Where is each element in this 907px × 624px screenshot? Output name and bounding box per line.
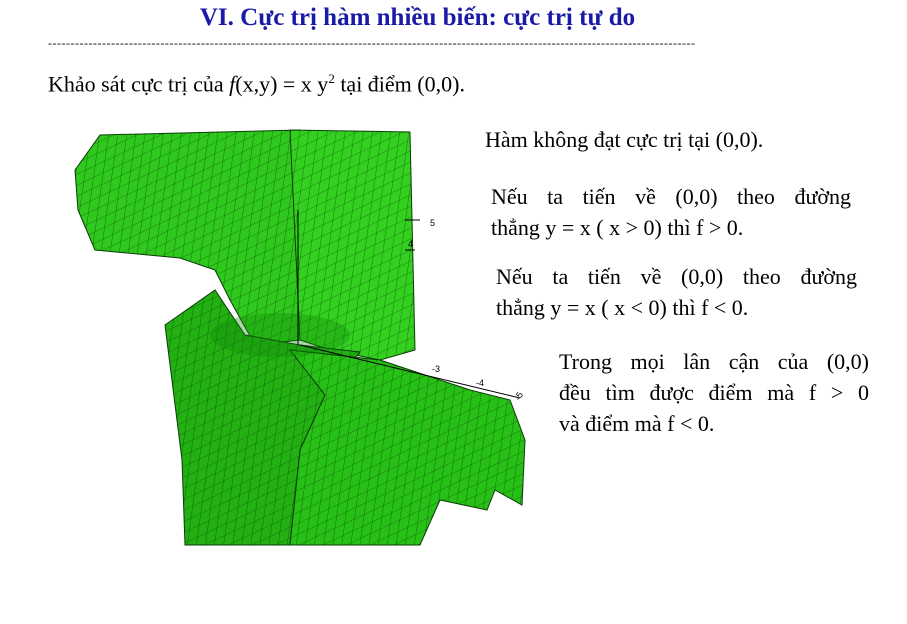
function-name: f <box>229 71 236 97</box>
statement-line: đều tìm được điểm mà f > 0 <box>559 380 869 405</box>
exponent: 2 <box>328 71 335 86</box>
statement-line: thẳng y = x ( x > 0) thì f > 0. <box>491 215 744 240</box>
statement-negative-path <box>496 261 857 323</box>
tick-x-neg4: -4 <box>476 378 485 388</box>
statement-line: Nếu ta tiến về (0,0) theo đường <box>491 184 851 209</box>
divider-dashes: ------------------------------------------------------------------------------------------------------------------------------------------------ <box>48 36 696 50</box>
tick-z-4: 4 <box>408 239 414 249</box>
intro-prefix: Khảo sát cực trị của <box>48 71 230 97</box>
function-expression: (x,y) = x y <box>235 71 329 97</box>
statement-line: thẳng y = x ( x < 0) thì f < 0. <box>496 295 749 320</box>
intro-suffix: tại điểm (0,0). <box>334 71 465 97</box>
statement-line: Trong mọi lân cận của (0,0) <box>559 349 869 374</box>
statement-line: Nếu ta tiến về (0,0) theo đường <box>496 264 857 289</box>
page-title: VI. Cực trị hàm nhiều biến: cực trị tự do <box>199 4 636 31</box>
statement-no-extremum: Hàm không đạt cực trị tại (0,0). <box>485 127 764 152</box>
statement-line: và điểm mà f < 0. <box>559 411 715 436</box>
tick-x-neg3: -3 <box>432 364 441 374</box>
tick-z-5: 5 <box>430 218 436 228</box>
statement-neighborhood <box>559 346 869 439</box>
tick-x-neg5: -5 <box>512 390 526 403</box>
statement-positive-path <box>491 181 851 243</box>
